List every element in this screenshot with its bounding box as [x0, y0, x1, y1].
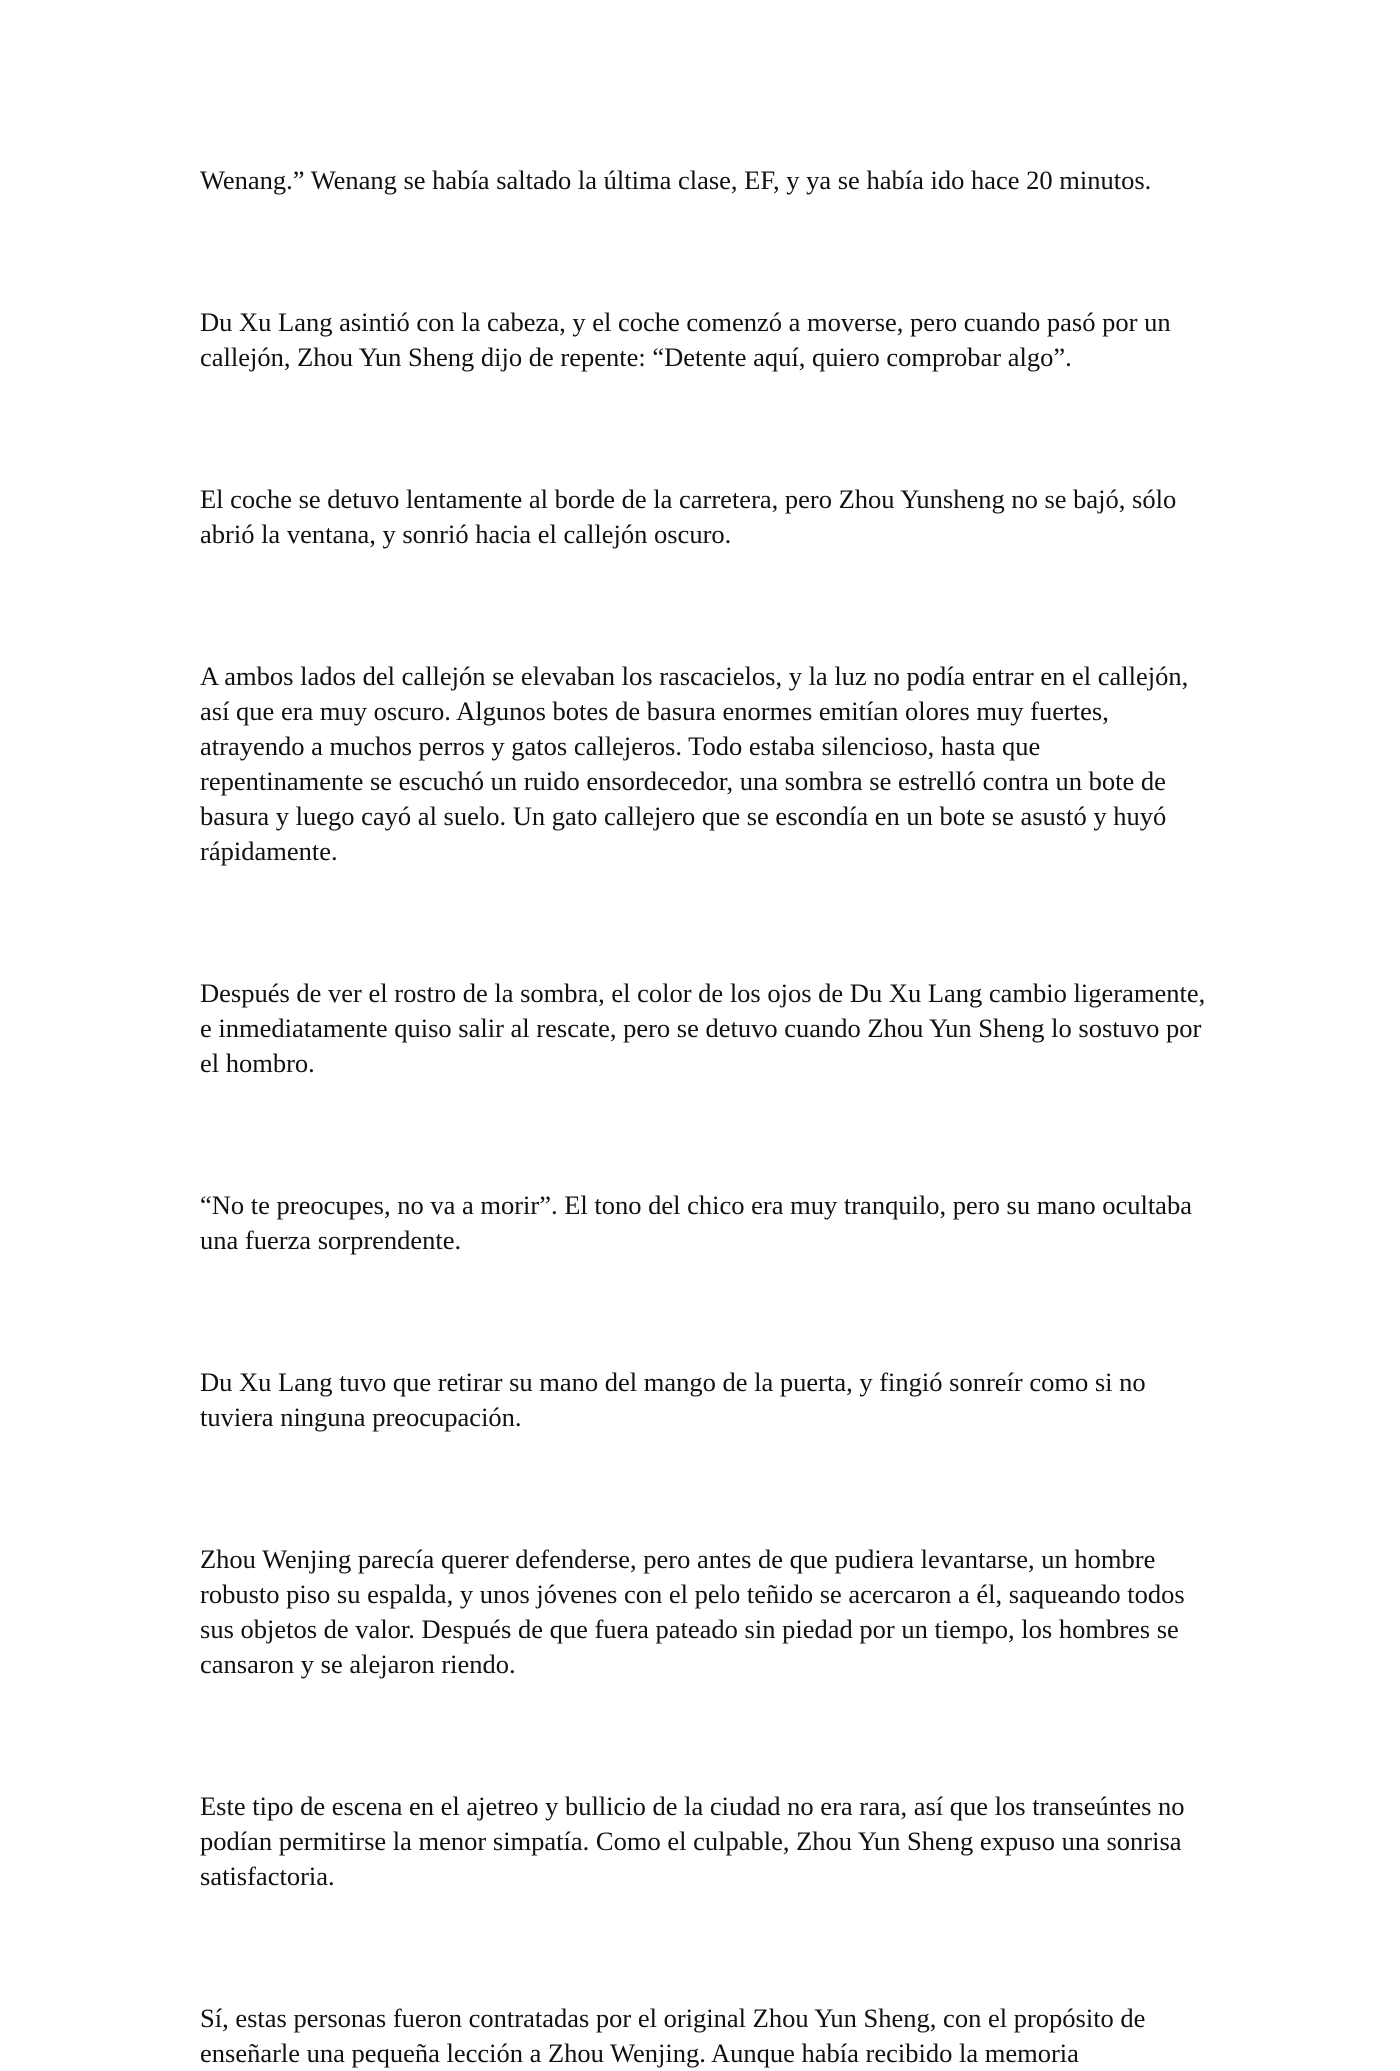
paragraph: Sí, estas personas fueron contratadas por el original Zhou Yun Sheng, con el propósito de enseñarle una pequeña lección a Zhou Wenjing. Aunque había recibido la memoria [200, 2003, 1146, 2068]
paragraph: Este tipo de escena en el ajetreo y bullicio de la ciudad no era rara, así que los transeúntes no podían permitirse la menor simpatía. Como el culpable, Zhou Yun Sheng expuso una sonrisa satisfactoria. [200, 1791, 1185, 1891]
paragraph: Wenang.” Wenang se había saltado la última clase, EF, y ya se había ido hace 20 minutos. [200, 165, 1152, 195]
paragraph: Zhou Wenjing parecía querer defenderse, pero antes de que pudiera levantarse, un hombre robusto piso su espalda, y unos jóvenes con el pelo teñido se acercaron a él, saqueando todos sus objetos de valor. Después de que fuera pateado sin piedad por un tiempo, los hombres se cansaron y se alejaron riendo. [200, 1544, 1185, 1679]
paragraph: “No te preocupes, no va a morir”. El tono del chico era muy tranquilo, pero su mano ocultaba una fuerza sorprendente. [200, 1190, 1192, 1255]
document-body [200, 163, 1210, 2071]
paragraph: A ambos lados del callejón se elevaban los rascacielos, y la luz no podía entrar en el callejón, así que era muy oscuro. Algunos botes de basura enormes emitían olores muy fuertes, atrayendo a muchos perros y gatos callejeros. Todo estaba silencioso, hasta que repentinamente se escuchó un ruido ensordecedor, una sombra se estrelló contra un bote de basura y luego cayó al suelo. Un gato callejero que se escondía en un bote se asustó y huyó rápidamente. [200, 661, 1189, 866]
paragraph: Después de ver el rostro de la sombra, el color de los ojos de Du Xu Lang cambio ligeramente, e inmediatamente quiso salir al rescate, pero se detuvo cuando Zhou Yun Sheng lo sostuvo por el hombro. [200, 978, 1206, 1078]
paragraph: Du Xu Lang asintió con la cabeza, y el coche comenzó a moverse, pero cuando pasó por un callejón, Zhou Yun Sheng dijo de repente: “Detente aquí, quiero comprobar algo”. [200, 307, 1171, 372]
paragraph: El coche se detuvo lentamente al borde de la carretera, pero Zhou Yunsheng no se bajó, sólo abrió la ventana, y sonrió hacia el callejón oscuro. [200, 484, 1177, 549]
paragraph: Du Xu Lang tuvo que retirar su mano del mango de la puerta, y fingió sonreír como si no tuviera ninguna preocupación. [200, 1367, 1146, 1432]
